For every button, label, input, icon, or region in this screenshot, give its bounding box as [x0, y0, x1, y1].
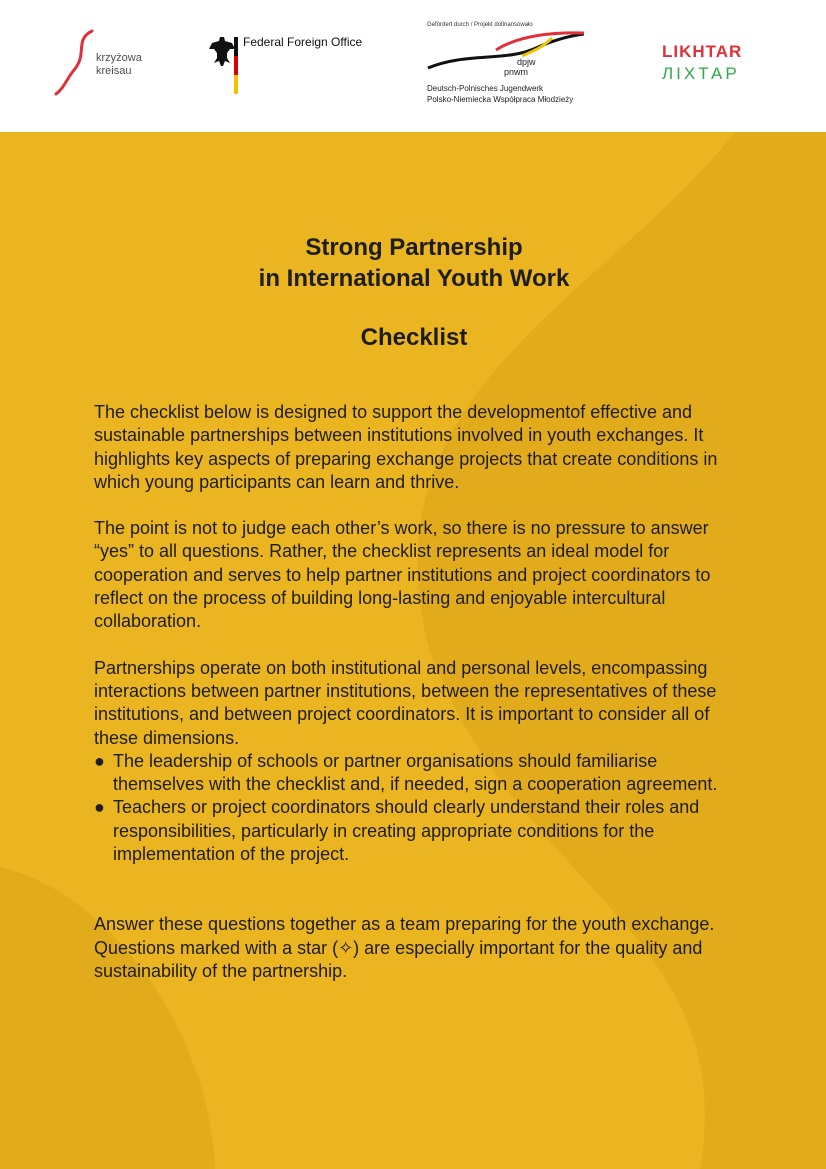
- logo-header: [0, 0, 826, 132]
- intro-paragraph-1: The checklist below is designed to support the developmentof effective and sustainable partnerships between institutions involved in youth exchanges. It highlights key aspects of preparing exchange projects that create conditions in which young participants can learn and thrive.: [94, 402, 718, 492]
- likhtar-logo: [662, 42, 772, 87]
- bullet-item: [94, 750, 734, 797]
- dpjw-abbreviation: dpjw: [517, 57, 536, 67]
- document-title: [94, 232, 734, 294]
- bullet-item: [94, 796, 734, 866]
- likhtar-cyrillic-text: ЛІХТАР: [662, 64, 740, 83]
- likhtar-latin-text: LIKHTAR: [662, 42, 743, 61]
- federal-foreign-office-name: Federal Foreign Office: [243, 35, 363, 49]
- intro-paragraph-3: Partnerships operate on both institutional and personal levels, encompassing interactions between partner institutions, between the representatives of these institutions, and between project coordinators. It is important to consider all of these dimensions.: [94, 657, 717, 748]
- title-line-1: Strong Partnership: [305, 234, 523, 261]
- dpjw-name-polish: Polsko-Niemiecka Współpraca Młodzieży: [427, 95, 574, 104]
- instruction-paragraph: Answer these questions together as a team preparing for the youth exchange. Questions marked with a star (✧) are especially important for the quality and sustainability of the partnership.: [94, 914, 715, 981]
- bullet-dot-icon: ●: [94, 797, 105, 818]
- intro-paragraph-2: The point is not to judge each other’s work, so there is no pressure to answer “yes” to all questions. Rather, the checklist represents an ideal model for cooperation and serves to help partner institutions and project coordinators to reflect on the process of building long-lasting and enjoyable intercultural collaboration.: [94, 518, 711, 632]
- krzyzowa-kreisau-logo: [52, 28, 147, 98]
- dpjw-pnwm-logo: [426, 22, 596, 112]
- pnwm-abbreviation: pnwm: [504, 67, 529, 77]
- federal-foreign-office-logo: [205, 33, 365, 97]
- kreisau-logo-text: kreisau: [96, 65, 132, 77]
- title-line-2: in International Youth Work: [258, 265, 570, 292]
- partnership-bullet-list: [94, 750, 734, 866]
- krzyzowa-swoosh-icon: [52, 28, 97, 98]
- checklist-intro: [94, 232, 734, 983]
- dpjw-name-german: Deutsch-Polnisches Jugendwerk: [427, 84, 544, 93]
- funding-note: Gefördert durch / Projekt dofinansowało: [427, 22, 533, 28]
- bullet-dot-icon: ●: [94, 750, 105, 771]
- krzyzowa-logo-text: krzyżowa: [96, 52, 142, 64]
- federal-eagle-icon: [205, 33, 239, 95]
- bullet-text: Teachers or project coordinators should clearly understand their roles and responsibilities, particularly in creating appropriate conditions for the implementation of the project.: [113, 797, 700, 865]
- document-subtitle: Checklist: [360, 324, 468, 351]
- bullet-text: The leadership of schools or partner organisations should familiarise themselves with the checklist and, if needed, sign a cooperation agreement.: [113, 750, 718, 795]
